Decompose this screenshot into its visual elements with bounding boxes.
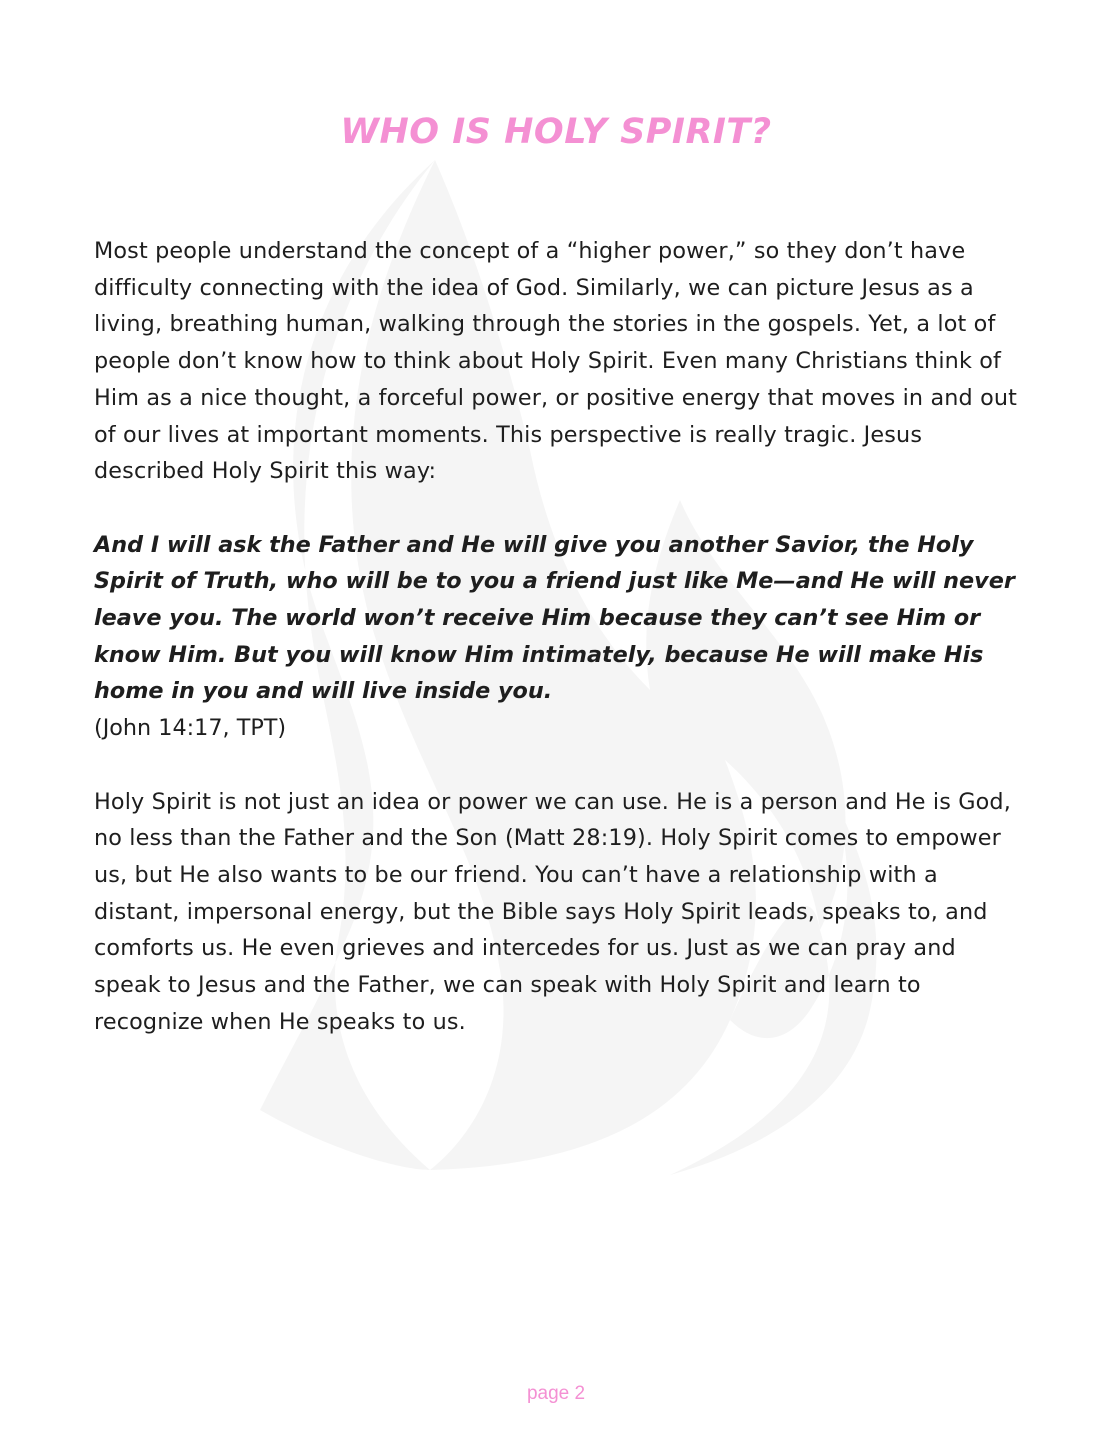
scripture-citation: (John 14:17, TPT) [94,715,287,742]
scripture-quote: And I will ask the Father and He will give you another Savior, the Holy Spirit of Truth, who will be to you a friend just like Me—and He will never leave you. The world won’t receive Him because they can’t see Him or know Him. But you will know Him intimately, because He will make His home in you and will live inside you. [94,531,1015,705]
body-content [94,233,1029,1040]
intro-paragraph: Most people understand the concept of a “higher power,” so they don’t have difficulty connecting with the idea of God. Similarly, we can picture Jesus as a living, breathing human, walking through the stories in the gospels. Yet, a lot of people don’t know how to think about Holy Spirit. Even many Christians think of Him as a nice thought, a forceful power, or positive energy that moves in and out of our lives at important moments. This perspective is really tragic. Jesus described Holy Spirit this way: [94,238,1018,485]
page-title: WHO IS HOLY SPIRIT? [340,112,772,152]
closing-paragraph: Holy Spirit is not just an idea or power we can use. He is a person and He is God, no less than the Father and the Son (Matt 28:19). Holy Spirit comes to empower us, but He also wants to be our friend. You can’t have a relationship with a distant, impersonal energy, but the Bible says Holy Spirit leads, speaks to, and comforts us. He even grieves and intercedes for us. Just as we can pray and speak to Jesus and the Father, we can speak with Holy Spirit and learn to recognize when He speaks to us. [94,788,1011,1035]
paragraph-spacer [94,490,1029,527]
page-number: page 2 [526,1383,586,1404]
paragraph-spacer [94,747,1029,784]
